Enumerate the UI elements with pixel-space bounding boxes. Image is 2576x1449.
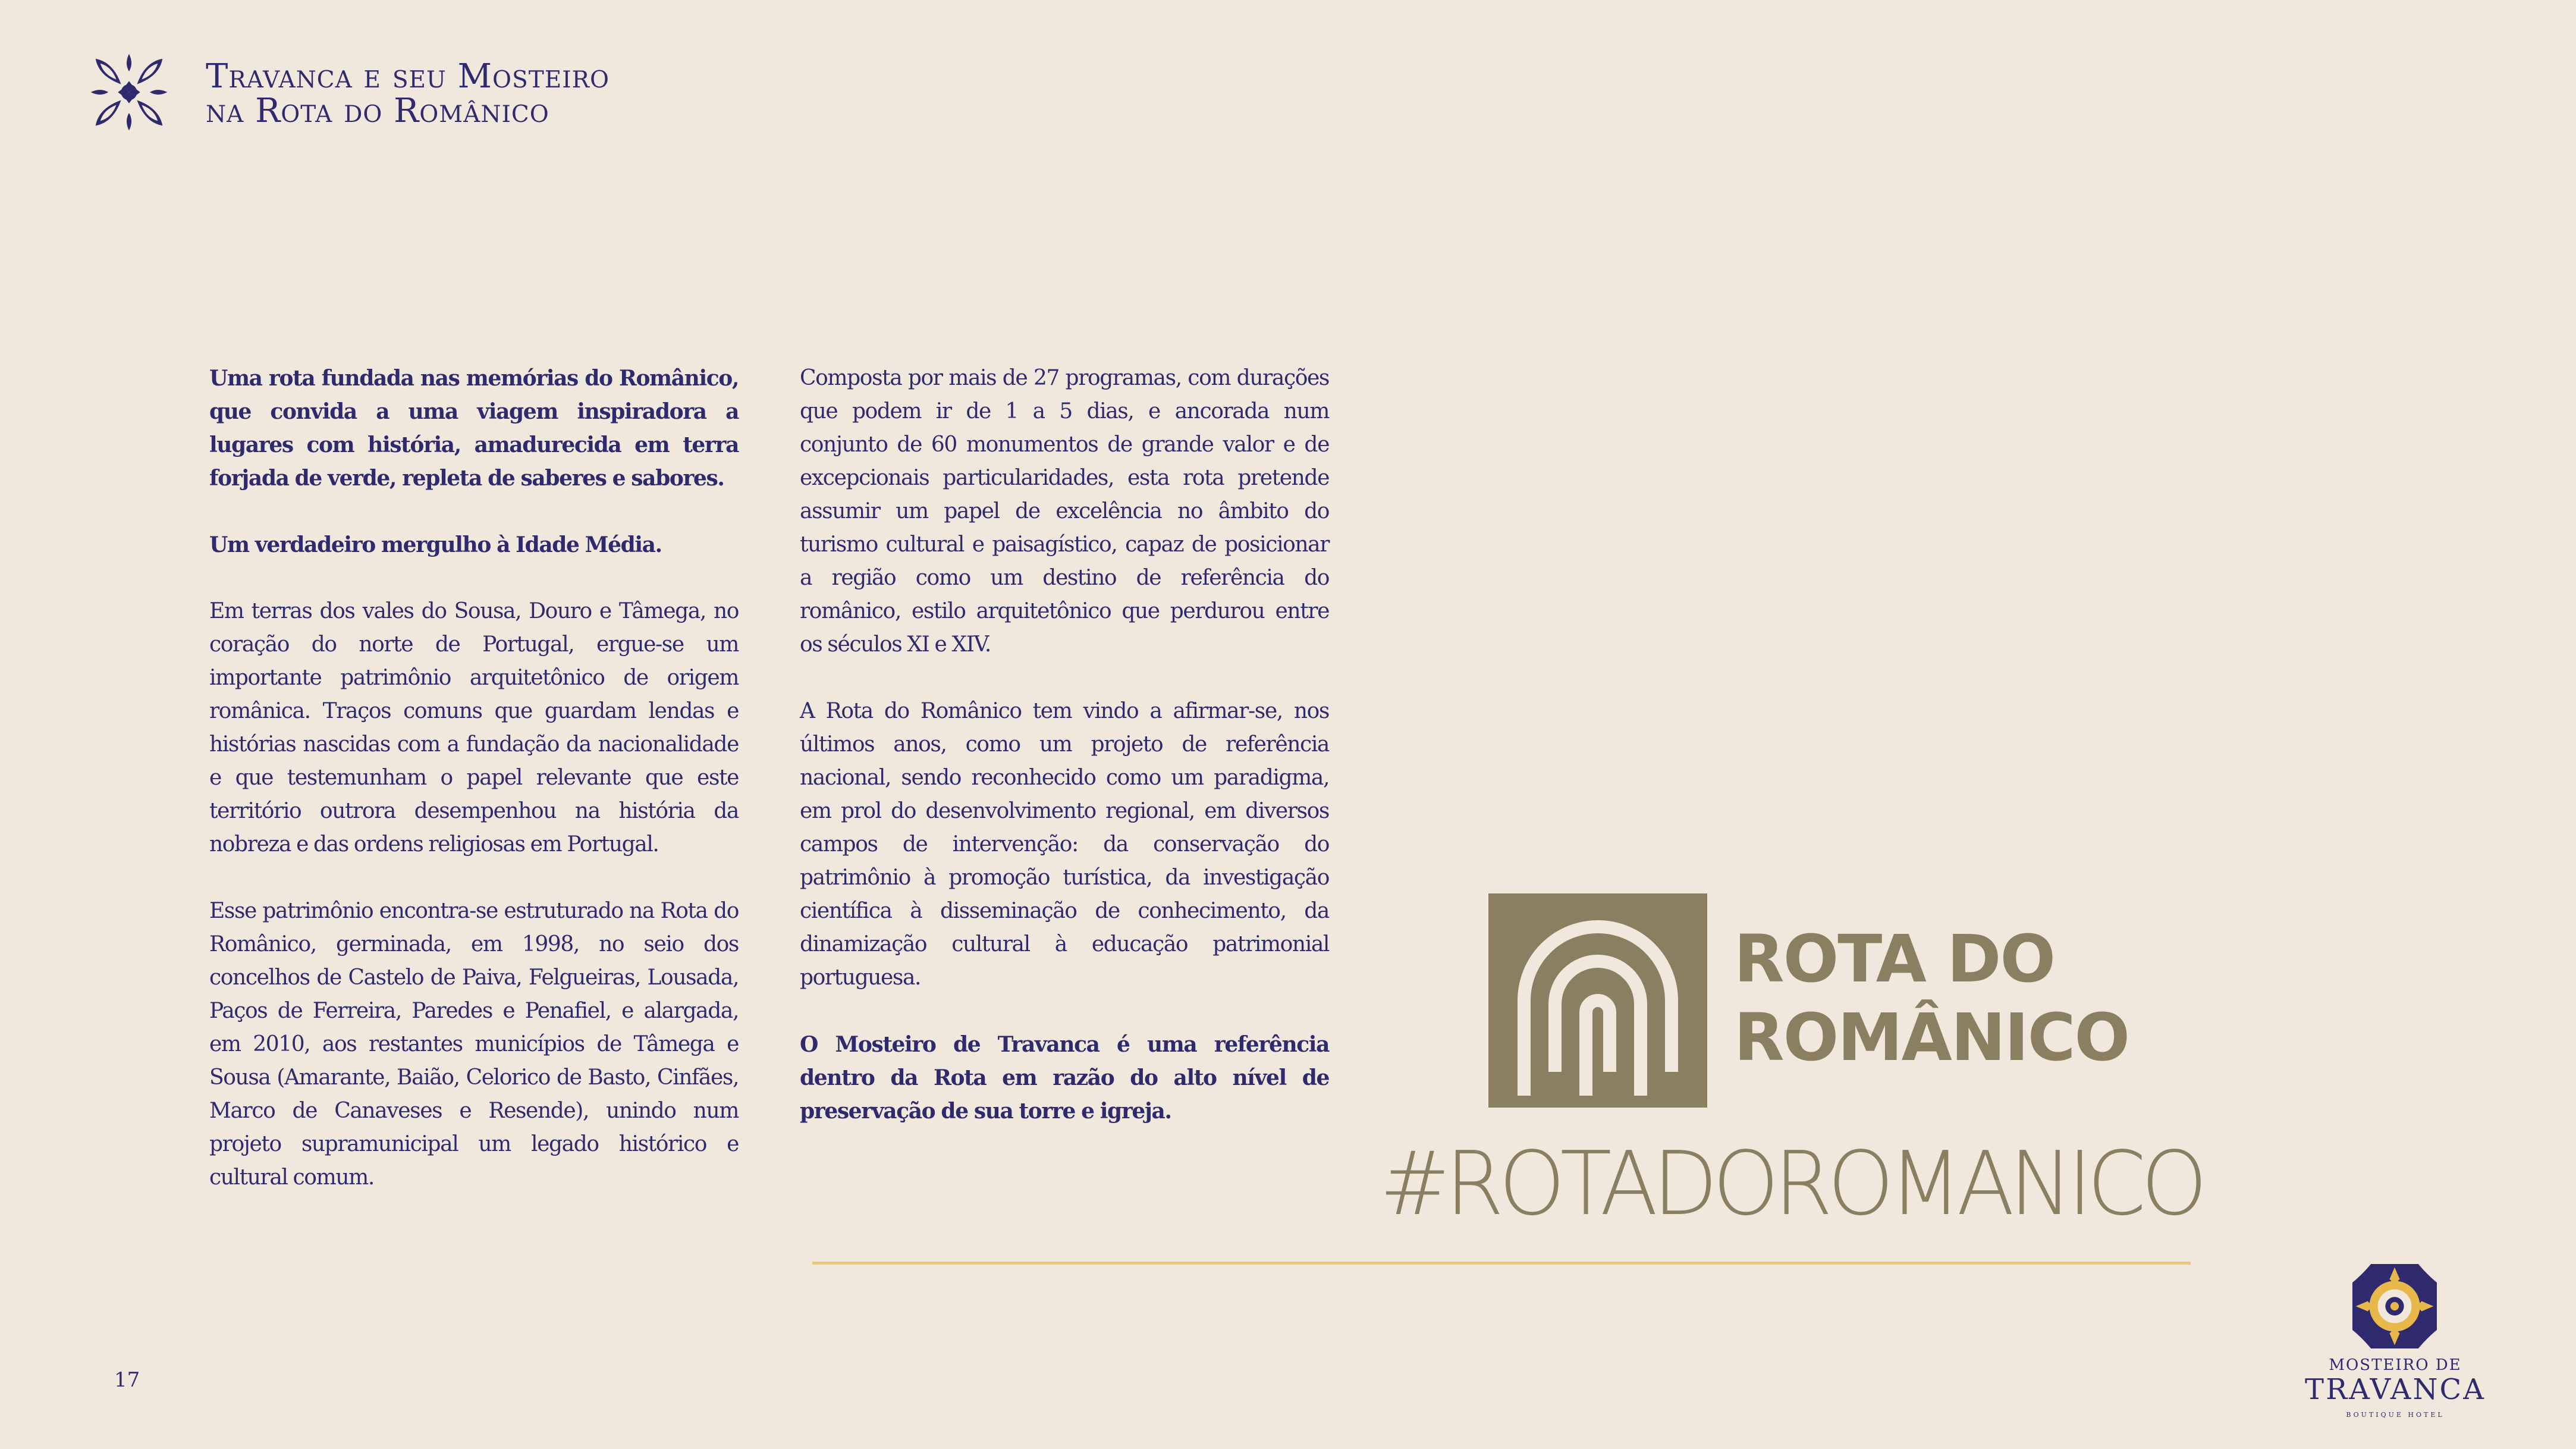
- footer-brand: [2301, 1356, 2489, 1422]
- page-number: 17: [114, 1368, 140, 1392]
- rota-do-romanico-logo-icon: [1488, 893, 1707, 1108]
- rota-logo-line-1: ROTA DO: [1734, 921, 2054, 997]
- title-line-1: Travanca e seu Mosteiro: [206, 57, 610, 96]
- body-paragraph: Em terras dos vales do Sousa, Douro e Tâmega, no coração do norte de Portugal, ergue-se um importante patrimônio arquitetônico de origem românica. Traços comuns que guardam lendas e histórias nascidas com a fundação da nacionalidade e que testemunham o papel relevante que este território outrora desempenhou na história da nobreza e das ordens religiosas em Portugal.: [209, 599, 739, 857]
- intro-paragraph: Uma rota fundada nas memórias do Românico, que convida a uma viagem inspiradora a lugares com história, amadurecida em terra forjada de verde, repleta de saberes e sabores.: [209, 366, 739, 491]
- highlight-paragraph: O Mosteiro de Travanca é uma referência dentro da Rota em razão do alto nível de preservação de sua torre e igreja.: [800, 1032, 1329, 1124]
- azulejo-tile-logo-icon: [2352, 1264, 2437, 1348]
- rota-logo-text: [1734, 920, 2129, 1077]
- rota-logo-line-2: ROMÂNICO: [1734, 999, 2129, 1075]
- right-text-column: [800, 362, 1329, 1161]
- document-title: [206, 59, 610, 128]
- brand-line-1: MOSTEIRO DE: [2329, 1356, 2462, 1374]
- title-line-2: na Rota do Românico: [206, 92, 549, 130]
- brand-line-2: TRAVANCA: [2305, 1373, 2486, 1406]
- hashtag-text: #ROTADOROMANICO: [1380, 1133, 2203, 1235]
- brand-line-3: BOUTIQUE HOTEL: [2346, 1411, 2445, 1419]
- body-paragraph: Composta por mais de 27 programas, com durações que podem ir de 1 a 5 dias, e ancorada num conjunto de 60 monumentos de grande valor e de excepcionais particularidades, esta rota pretende assumir um papel de excelência no âmbito do turismo cultural e paisagístico, capaz de posicionar a região como um destino de referência do românico, estilo arquitetônico que perdurou entre os séculos XI e XIV.: [800, 366, 1329, 657]
- azulejo-emblem-icon: [89, 52, 169, 132]
- body-paragraph: Esse patrimônio encontra-se estruturado na Rota do Românico, germinada, em 1998, no seio dos concelhos de Castelo de Paiva, Felgueiras, Lousada, Paços de Ferreira, Paredes e Penafiel, e alargada, em 2010, aos restantes municípios de Tâmega e Sousa (Amarante, Baião, Celorico de Basto, Cinfães, Marco de Canaveses e Resende), unindo num projeto supramunicipal um legado histórico e cultural comum.: [209, 899, 739, 1190]
- left-text-column: [209, 362, 739, 1228]
- body-paragraph: A Rota do Românico tem vindo a afirmar-se, nos últimos anos, como um projeto de referência nacional, sendo reconhecido como um paradigma, em prol do desenvolvimento regional, em diversos campos de intervenção: da conservação do patrimônio à promoção turística, da investigação científica à disseminação de conhecimento, da dinamização cultural à educação patrimonial portuguesa.: [800, 699, 1329, 990]
- tagline-paragraph: Um verdadeiro mergulho à Idade Média.: [209, 532, 662, 557]
- accent-divider: [812, 1262, 2191, 1265]
